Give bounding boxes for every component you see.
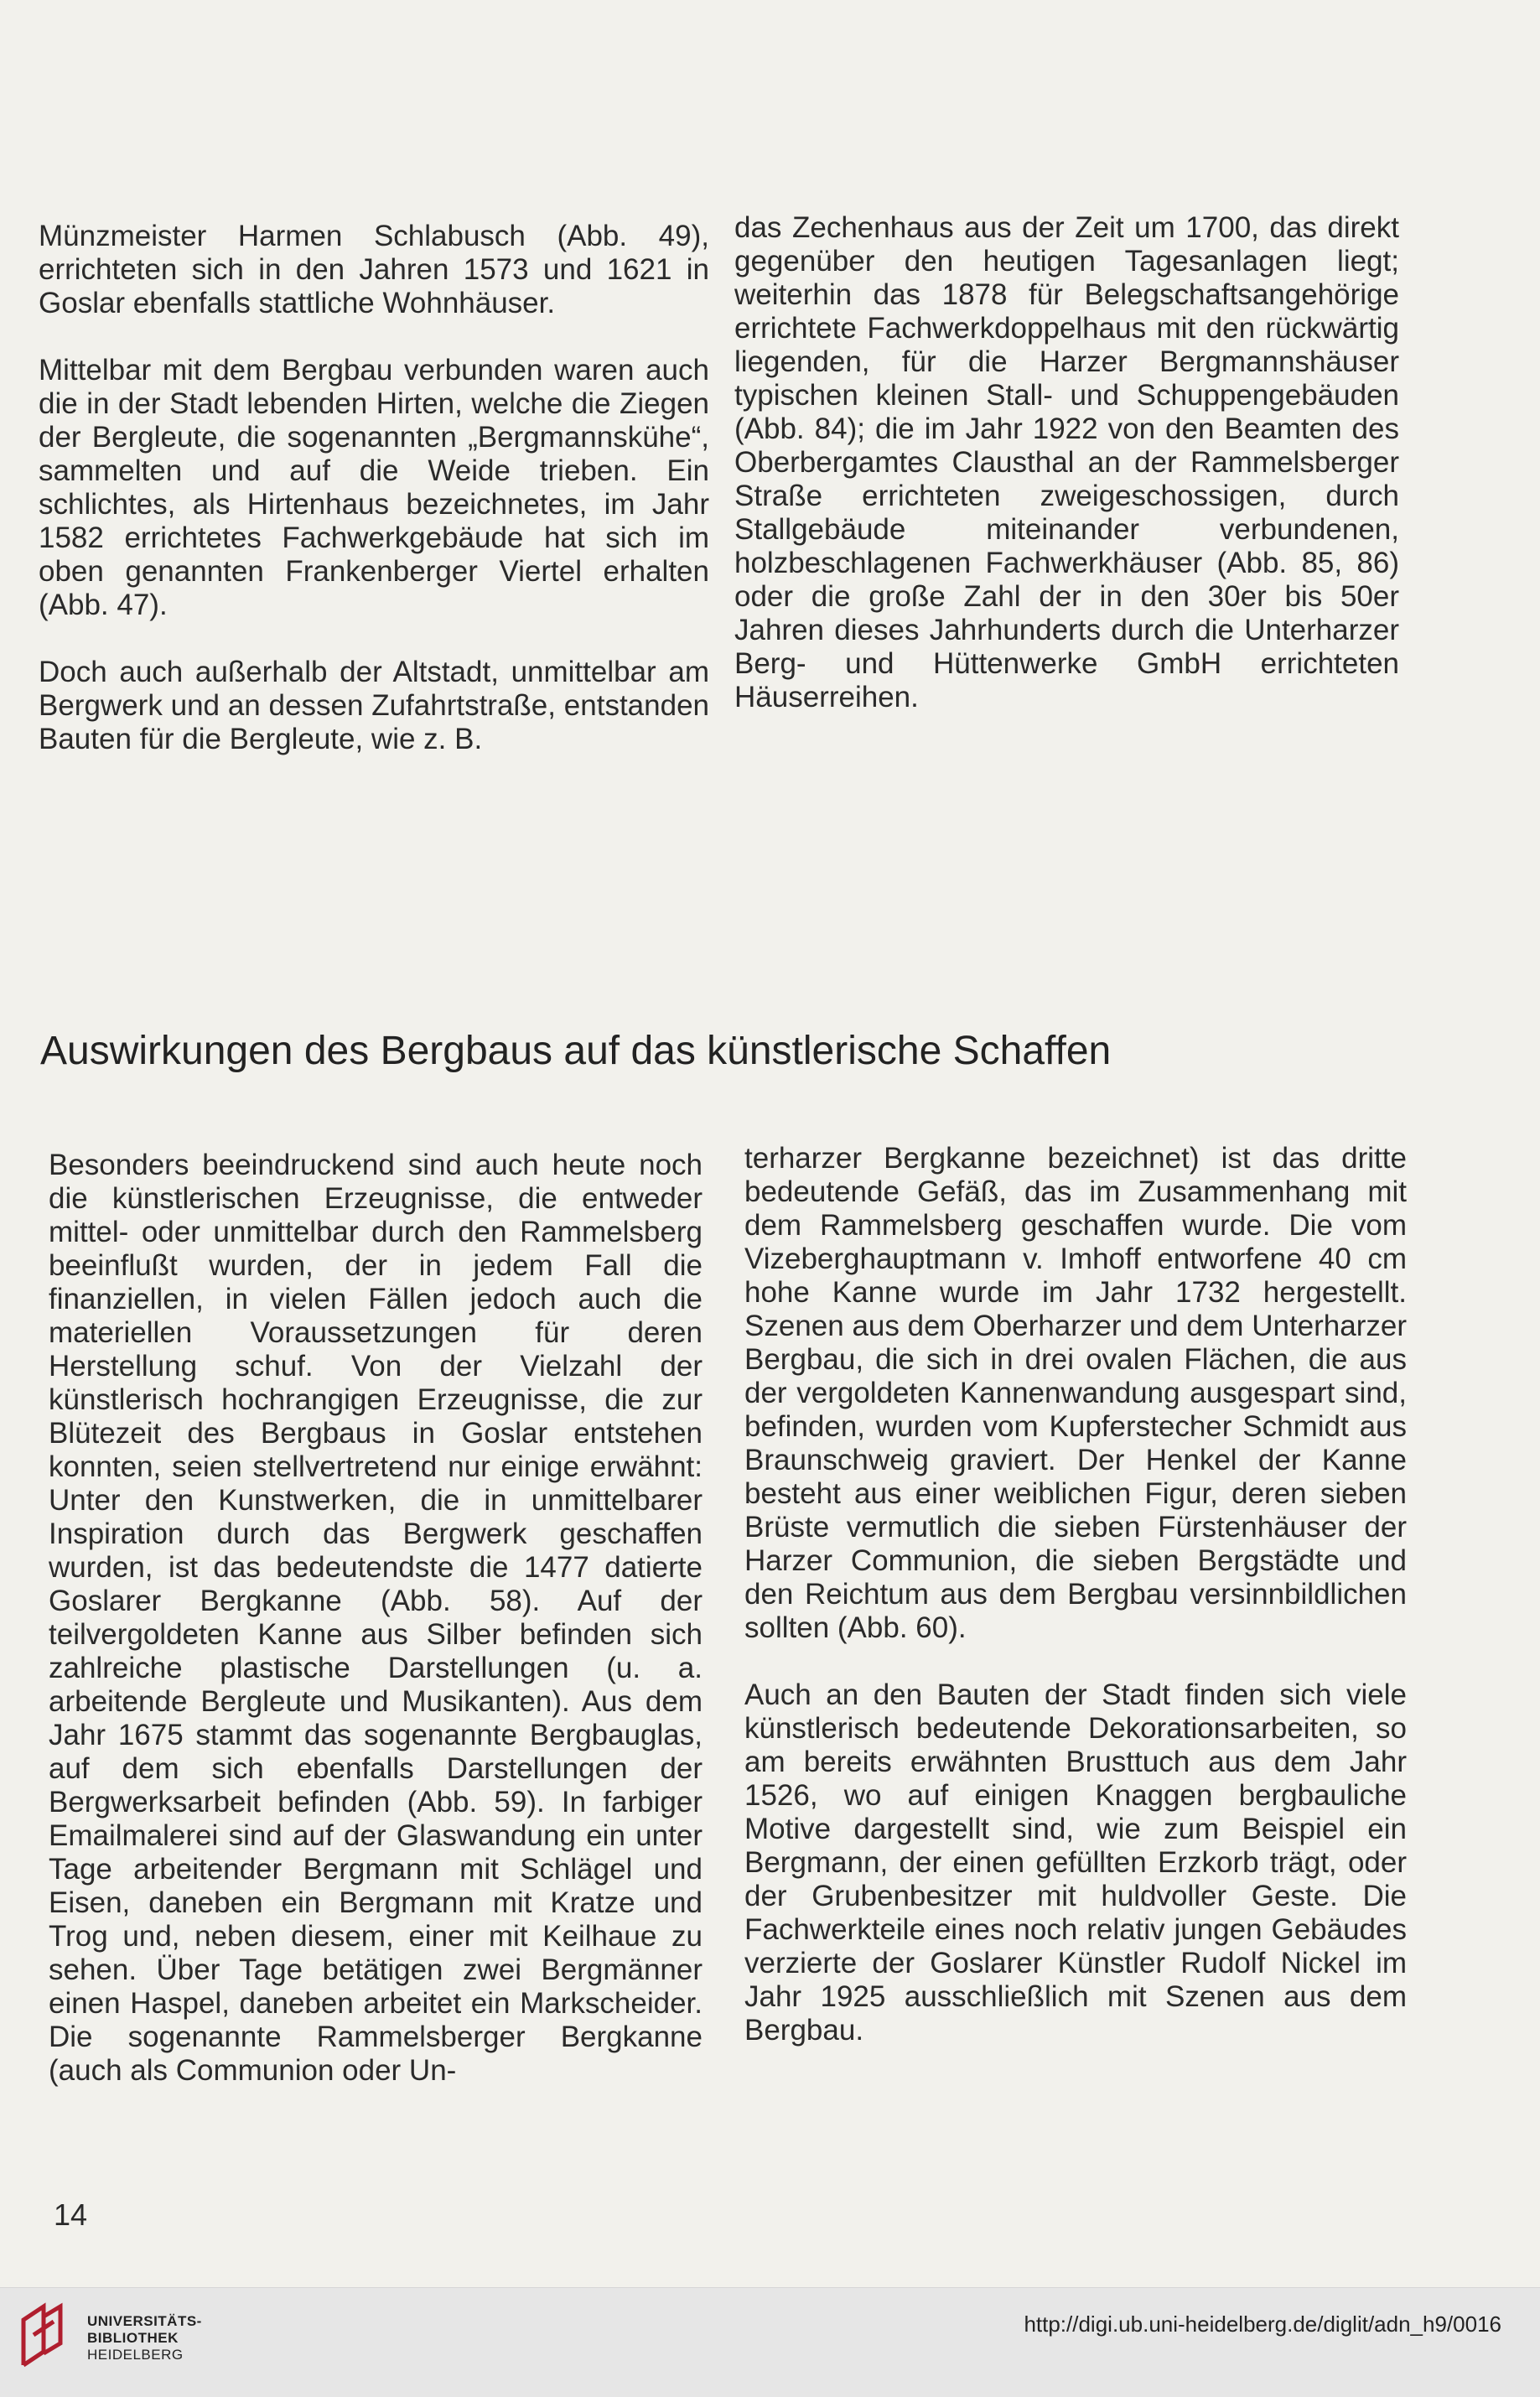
library-logo-icon [15, 2301, 67, 2370]
top-right-column [734, 211, 1399, 714]
bottom-left-column [49, 1149, 703, 2088]
paragraph: Besonders beeindruckend sind auch heute noch die künstlerischen Erzeugnisse, die entweder mittel- oder unmittelbar durch den Rammelsberg beeinflußt wurden, der in jedem Fall die finanziellen, in vielen Fällen jedoch auch die materiellen Voraussetzungen für deren Herstellung schuf. Von der Vielzahl der künstlerisch hochrangigen Erzeugnisse, die zur Blütezeit des Bergbaus in Goslar entstehen konnten, seien stellvertretend nur einige erwähnt: Unter den Kunstwerken, die in unmittelbarer Inspiration durch das Bergwerk geschaffen wurden, ist das bedeutendste die 1477 datierte Goslarer Bergkanne (Abb. 58). Auf der teilvergoldeten Kanne aus Silber befinden sich zahlreiche plastische Darstellungen (u. a. arbeitende Bergleute und Musikanten). Aus dem Jahr 1675 stammt das sogenannte Bergbauglas, auf dem sich ebenfalls Darstellungen der Bergwerksarbeit befinden (Abb. 59). In farbiger Emailmalerei sind auf der Glaswandung ein unter Tage arbeitender Bergmann mit Schlägel und Eisen, daneben ein Bergmann mit Kratze und Trog und, neben diesem, einer mit Keilhaue zu sehen. Über Tage betätigen zwei Bergmänner einen Haspel, daneben arbeitet ein Markscheider. Die sogenannte Rammelsberger Bergkanne (auch als Communion oder Un- [49, 1149, 703, 2087]
paragraph: Münzmeister Harmen Schlabusch (Abb. 49), errichteten sich in den Jahren 1573 und 1621 in Goslar ebenfalls stattliche Wohnhäuser. [39, 220, 709, 319]
library-name-line: UNIVERSITÄTS- [87, 2313, 202, 2329]
paragraph: das Zechenhaus aus der Zeit um 1700, das direkt gegenüber den heutigen Tagesanlagen liegt; weiterhin das 1878 für Belegschaftsangehörige errichtete Fachwerkdoppelhaus mit den rückwärtig liegenden, für die Harzer Bergmannshäuser typischen kleinen Stall- und Schuppengebäuden (Abb. 84); die im Jahr 1922 von den Beamten des Oberbergamtes Clausthal an der Rammelsberger Straße errichteten zweigeschossigen, durch Stallgebäude miteinander verbundenen, holzbeschlagenen Fachwerkhäuser (Abb. 85, 86) oder die große Zahl der in den 30er bis 50er Jahren dieses Jahrhunderts durch die Unterharzer Berg- und Hüttenwerke GmbH errichteten Häuserreihen. [734, 211, 1399, 713]
library-name-line: HEIDELBERG [87, 2347, 184, 2363]
paragraph: Mittelbar mit dem Bergbau verbunden waren auch die in der Stadt lebenden Hirten, welche die Ziegen der Bergleute, die sogenannten „Bergmannskühe“, sammelten und auf die Weide trieben. Ein schlichtes, als Hirtenhaus bezeichnetes, im Jahr 1582 errichtetes Fachwerkgebäude hat sich im oben genannten Frankenberger Viertel erhalten (Abb. 47). [39, 354, 709, 621]
library-name-line: BIBLIOTHEK [87, 2330, 179, 2346]
bottom-right-column [744, 1142, 1407, 2047]
library-name [87, 2313, 202, 2363]
page-number: 14 [54, 2197, 88, 2232]
paragraph: Auch an den Bauten der Stadt finden sich viele künstlerisch bedeutende Dekorationsarbeiten, so am bereits erwähnten Brusttuch aus dem Jahr 1526, wo auf einigen Knaggen bergbauliche Motive dargestellt sind, wie zum Beispiel ein Bergmann, der einen gefüllten Erzkorb trägt, oder der Grubenbesitzer mit huldvoller Geste. Die Fachwerkteile eines noch relativ jungen Gebäudes verzierte der Goslarer Künstler Rudolf Nickel im Jahr 1925 ausschließlich mit Szenen aus dem Bergbau. [744, 1678, 1407, 2047]
digitization-footer [0, 2287, 1540, 2397]
top-left-column [39, 220, 709, 756]
paragraph: terharzer Bergkanne bezeichnet) ist das dritte bedeutende Gefäß, das im Zusammenhang mit dem Rammelsberg geschaffen wurde. Die vom Vizeberghauptmann v. Imhoff entworfene 40 cm hohe Kanne wurde im Jahr 1732 hergestellt. Szenen aus dem Oberharzer und dem Unterharzer Bergbau, die sich in drei ovalen Flächen, die aus der vergoldeten Kannenwandung ausgespart sind, befinden, wurden vom Kupferstecher Schmidt aus Braunschweig graviert. Der Henkel der Kanne besteht aus einer weiblichen Figur, deren sieben Brüste vermutlich die sieben Fürstenhäuser der Harzer Communion, die sieben Bergstädte und den Reichtum aus dem Bergbau versinnbildlichen sollten (Abb. 60). [744, 1142, 1407, 1644]
section-heading: Auswirkungen des Bergbaus auf das künstlerische Schaffen [40, 1029, 1112, 1073]
source-url-link[interactable]: http://digi.ub.uni-heidelberg.de/diglit/adn_h9/0016 [1024, 2311, 1501, 2337]
paragraph: Doch auch außerhalb der Altstadt, unmittelbar am Bergwerk und an dessen Zufahrtstraße, entstanden Bauten für die Bergleute, wie z. B. [39, 656, 709, 755]
